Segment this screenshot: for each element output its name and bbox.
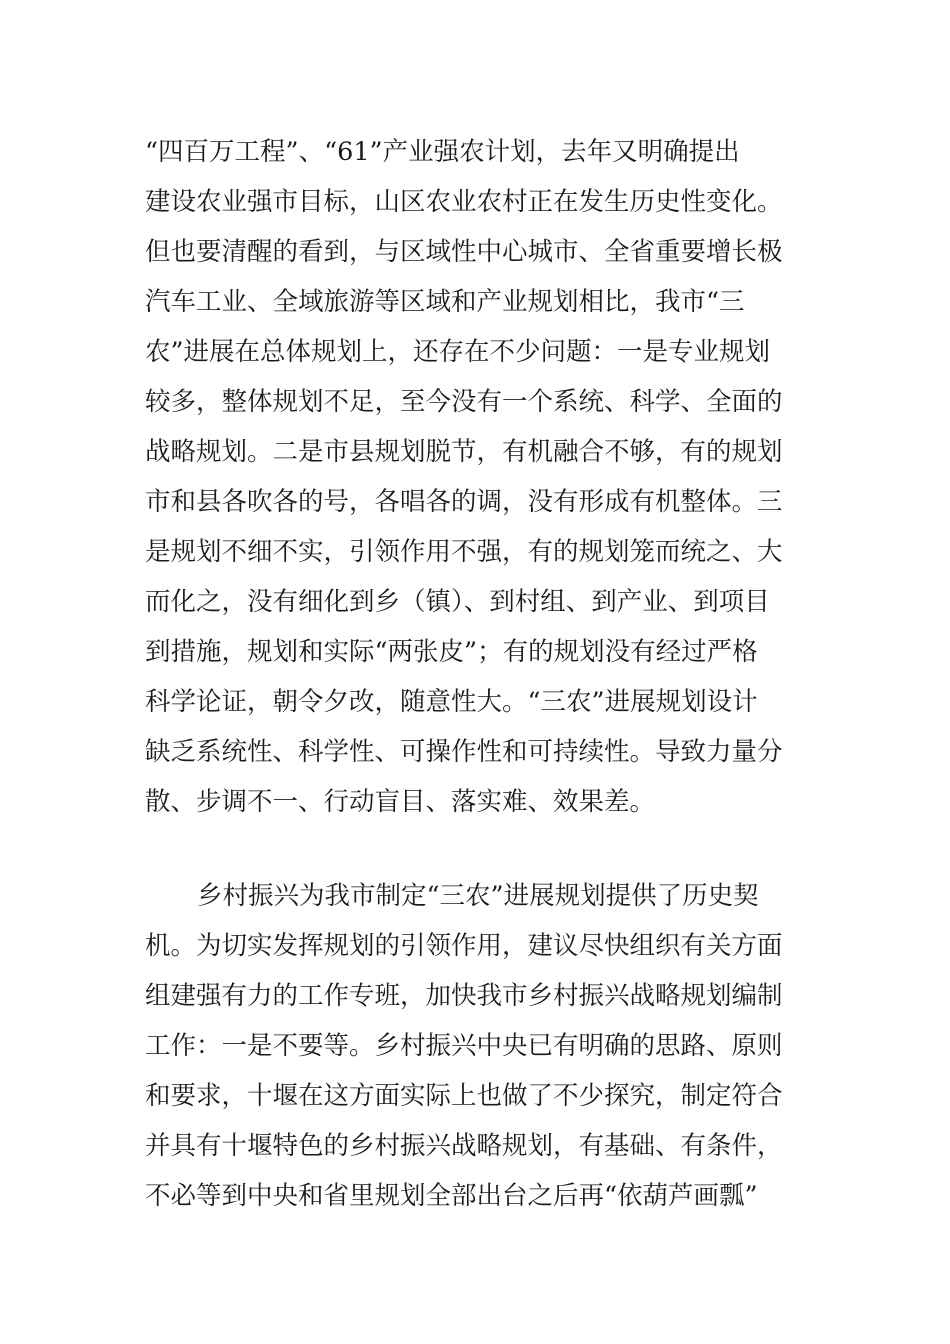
text-line: 但也要清醒的看到，与区域性中心城市、全省重要增长极 xyxy=(145,237,783,267)
text-line: 汽车工业、全域旅游等区域和产业规划相比，我市“三 xyxy=(145,287,745,317)
text-line: 工作：一是不要等。乡村振兴中央已有明确的思路、原则 xyxy=(145,1031,783,1061)
text-line: 组建强有力的工作专班，加快我市乡村振兴战略规划编制 xyxy=(145,981,783,1011)
text-line: 散、步调不一、行动盲目、落实难、效果差。 xyxy=(145,787,656,817)
text-line: 市和县各吹各的号，各唱各的调，没有形成有机整体。三 xyxy=(145,487,783,517)
text-line: 并具有十堰特色的乡村振兴战略规划，有基础、有条件， xyxy=(145,1131,783,1161)
text-line: 较多，整体规划不足，至今没有一个系统、科学、全面的 xyxy=(145,387,783,417)
text-line: 机。为切实发挥规划的引领作用，建议尽快组织有关方面 xyxy=(145,931,783,961)
text-line: 缺乏系统性、科学性、可操作性和可持续性。导致力量分 xyxy=(145,737,783,767)
text-line: 战略规划。二是市县规划脱节，有机融合不够，有的规划 xyxy=(145,437,783,467)
text-line: 到措施，规划和实际“两张皮”；有的规划没有经过严格 xyxy=(145,637,758,667)
text-line: 农”进展在总体规划上，还存在不少问题：一是专业规划 xyxy=(145,337,771,367)
text-line: “四百万工程”、“61”产业强农计划，去年又明确提出 xyxy=(145,137,740,167)
text-line: 建设农业强市目标，山区农业农村正在发生历史性变化。 xyxy=(145,187,783,217)
text-line: 和要求，十堰在这方面实际上也做了不少探究，制定符合 xyxy=(145,1081,783,1111)
text-line: 而化之，没有细化到乡（镇）、到村组、到产业、到项目 xyxy=(145,587,770,617)
text-line: 不必等到中央和省里规划全部出台之后再“依葫芦画瓢” xyxy=(145,1181,758,1211)
text-line: 科学论证，朝令夕改，随意性大。“三农”进展规划设计 xyxy=(145,687,758,717)
text-line: 乡村振兴为我市制定“三农”进展规划提供了历史契 xyxy=(197,881,759,911)
text-line: 是规划不细不实，引领作用不强，有的规划笼而统之、大 xyxy=(145,537,783,567)
